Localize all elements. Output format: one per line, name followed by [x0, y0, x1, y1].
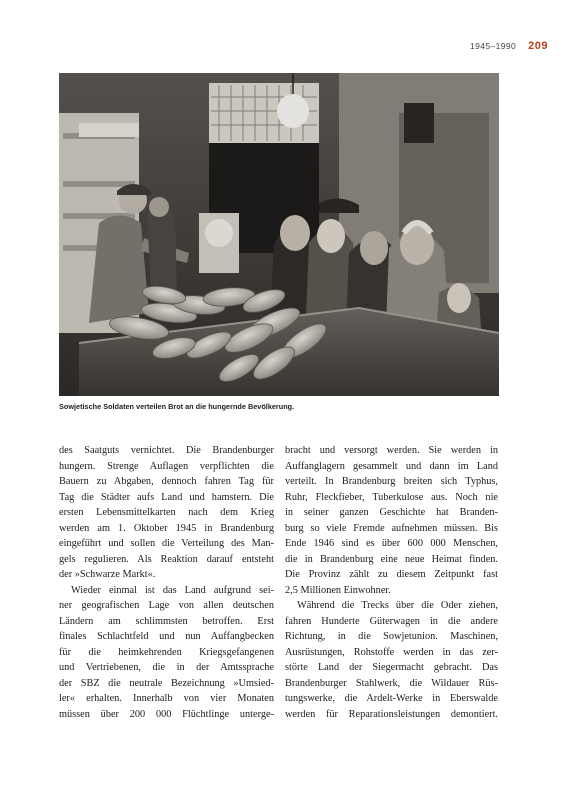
text-line: der »Schwarze Markt«. — [59, 569, 156, 580]
text-line: gels regulieren. Als Reaktion darauf entsteht — [59, 553, 274, 565]
text-line: Auffanglagern gesammelt und dann im Land — [285, 460, 498, 472]
text-line: Ländern am schlimmsten betroffen. Erst — [59, 615, 274, 627]
text-line: Richtung, in die Sowjetunion. Maschinen, — [285, 631, 498, 642]
historical-photo — [59, 73, 499, 396]
text-line: Während die Trecks über die Oder ziehen, — [297, 600, 498, 611]
text-line: verteilt. In Brandenburg breiten sich Typhus, — [285, 476, 498, 487]
text-line: finales Schlachtfeld und nun Auffangbecken — [59, 631, 274, 642]
right-column — [285, 443, 498, 722]
text-line: die in Brandenburg eine neue Heimat finden. — [285, 553, 498, 565]
text-line: fahren Hunderte Güterwagen in die andere — [285, 615, 498, 627]
text-line: der SBZ die neutrale Bezeichnung »Umsied- — [59, 677, 274, 689]
text-line: störte Land der Siegermacht gebracht. Das — [285, 662, 498, 673]
text-line: Bauern zu Abgaben, dennoch fahren Tag für — [59, 476, 274, 487]
figure-caption: Sowjetische Soldaten verteilen Brot an die hungernde Bevölkerung. — [59, 402, 295, 411]
text-line: Ende 1946 sind es über 600 000 Menschen, — [285, 538, 498, 549]
text-line: des Saatguts vernichtet. Die Brandenburger — [59, 445, 274, 456]
running-title: 1945–1990 — [469, 41, 517, 51]
running-head — [470, 40, 548, 52]
text-line: burg so viele Fremde aufnehmen müssen. Bis — [285, 522, 498, 534]
text-line: Tag die Städter aufs Land und hamstern. Die — [59, 491, 274, 503]
text-line: Brandenburger Stahlwerk, die Wildauer Rüs- — [285, 677, 498, 689]
text-line: ersten Lebensmittelkarten nach dem Krieg — [59, 507, 274, 518]
text-line: für die heimkehrenden Kriegsgefangenen — [59, 646, 274, 658]
text-line: Wieder einmal ist das Land aufgrund sei- — [71, 584, 274, 596]
text-line: und Vertriebenen, die in der Amtssprache — [59, 662, 274, 673]
text-line: ler« erhalten. Innerhalb von vier Monaten — [59, 693, 274, 704]
text-line: in seiner ganzen Geschichte hat Branden- — [285, 507, 498, 518]
text-line: 2,5 Millionen Einwohner. — [285, 584, 391, 596]
text-line: hungern. Strenge Auflagen verpflichten die — [59, 460, 274, 472]
text-line: tungswerke, die Ardelt-Werke in Eberswalde — [285, 693, 498, 704]
text-line: bracht und versorgt werden. Sie werden in — [285, 445, 498, 456]
text-line: eingeführt und sollen die Verteilung des Man- — [59, 538, 274, 549]
page-number: 209 — [528, 40, 548, 52]
text-line: müssen über 200 000 Flüchtlinge unterge- — [59, 708, 274, 720]
text-line: werden am 1. Oktober 1945 in Brandenburg — [59, 522, 274, 534]
text-line: Die Provinz zählt zu diesem Zeitpunkt fast — [285, 569, 498, 580]
text-line: Ausrüstungen, Rohstoffe werden in das zer- — [285, 646, 498, 658]
left-column — [59, 443, 274, 722]
text-line: werden für Reparationsleistungen demontiert. — [285, 708, 498, 720]
text-line: ner geografischen Lage von allen deutschen — [59, 600, 274, 611]
text-line: Ruhr, Fleckfieber, Tuberkulose aus. Noch nie — [285, 491, 498, 503]
